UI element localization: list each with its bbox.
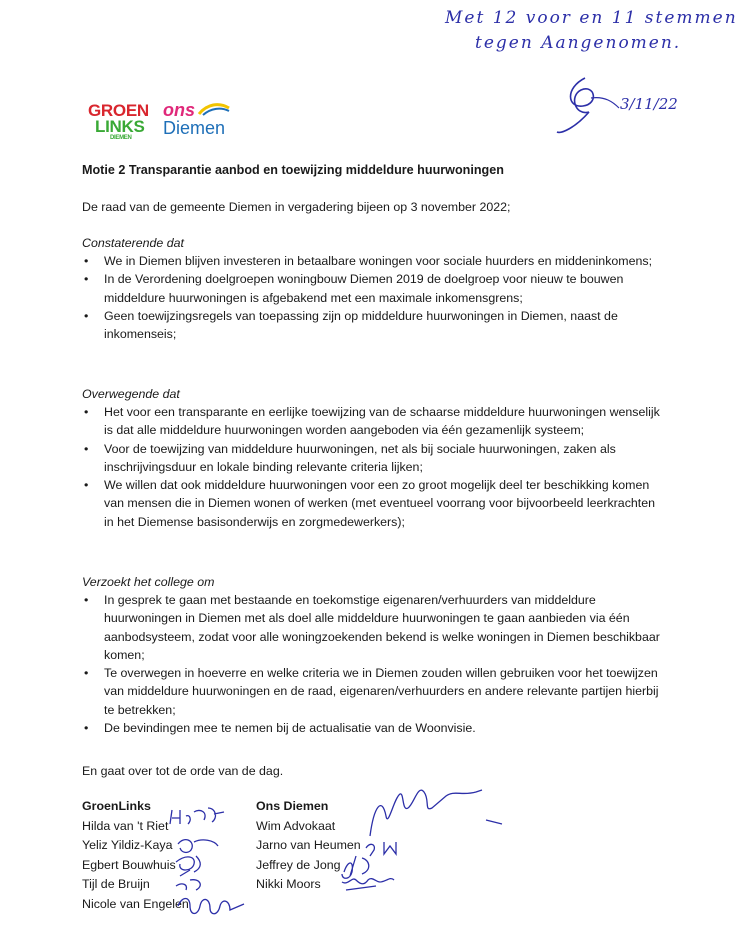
handwritten-date: 3/11/22 [620, 95, 678, 113]
groenlinks-logo-text: DIEMEN [110, 135, 132, 141]
motion-title: Motie 2 Transparantie aanbod en toewijzing middeldure huurwoningen [82, 163, 504, 177]
signatory-name: Egbert Bouwhuis [82, 857, 176, 872]
handwritten-note-line: tegen Aangenomen. [475, 33, 682, 53]
groenlinks-logo [88, 103, 149, 142]
groenlinks-signatories [82, 797, 189, 914]
signatory-name: Hilda van 't Riet [82, 818, 169, 833]
groenlinks-logo-text: LINKS [95, 117, 145, 136]
section-constaterende [82, 236, 662, 343]
closing-text: En gaat over tot de orde van de dag. [82, 764, 284, 778]
list-item: • In gesprek te gaan met bestaande en toekomstige eigenaren/verhuurders van middeldure huurwoningen in Diemen met als doel alle middeldure huurwoningen te gaan aanbieden via één aanbodsysteem, zodat voor alle woningzoekenden bekend is welke woningen in Diemen beschikbaar komen; [82, 591, 662, 664]
list-item: • Het voor een transparante en eerlijke toewijzing van de schaarse middeldure huurwoningen wenselijk is dat alle middeldure huurwoningen worden aangeboden via één gezamenlijk systeem; [82, 403, 662, 440]
list-item: • Geen toewijzingsregels van toepassing zijn op middeldure huurwoningen in Diemen, naast de inkomenseis; [82, 307, 662, 344]
list-item: • We willen dat ook middeldure huurwoningen voor een zo groot mogelijk deel ter beschikking komen van mensen die in Diemen wonen of werken (met eventueel voorrang voor bijvoorbeeld leerkrachten in het Diemense basisonderwijs en zorgmedewerkers); [82, 476, 662, 531]
list-item: • In de Verordening doelgroepen woningbouw Diemen 2019 de doelgroep voor nieuw te bouwen middeldure huurwoningen is afgebakend met een maximale inkomensgrens; [82, 270, 662, 307]
party-name: GroenLinks [82, 799, 151, 813]
signatory-name: Wim Advokaat [256, 818, 336, 833]
section-verzoekt [82, 575, 662, 737]
signatory-name: Jeffrey de Jong [256, 857, 341, 872]
handwritten-vote-note [445, 6, 738, 56]
ons-diemen-logo-diemen: Diemen [163, 118, 226, 138]
section-heading: Verzoekt het college om [82, 575, 215, 589]
handwritten-note-line: Met 12 voor en 11 stemmen [445, 8, 738, 28]
party-name: Ons Diemen [256, 799, 329, 813]
signatory-name: Nikki Moors [256, 877, 321, 891]
signatory-name: Yeliz Yildiz-Kaya [82, 838, 173, 852]
ons-diemen-logo-ons: ons [163, 100, 196, 120]
list-item: • Voor de toewijzing van middeldure huurwoningen, net als bij sociale huurwoningen, zaken als inschrijvingsduur en lokale binding relevante criteria lijken; [82, 440, 662, 477]
signature-jarno [366, 842, 396, 856]
signatory-name: Jarno van Heumen [256, 838, 361, 852]
onsdiemen-signatories [256, 797, 361, 895]
list-item: • We in Diemen blijven investeren in betaalbare woningen voor sociale huurders en middeninkomens; [82, 252, 662, 270]
signatory-name: Nicole van Engelen [82, 896, 189, 911]
list-item: • De bevindingen mee te nemen bij de actualisatie van de Woonvisie. [82, 719, 662, 737]
intro-text: De raad van de gemeente Diemen in vergadering bijeen op 3 november 2022; [82, 200, 511, 214]
signatory-name: Tijl de Bruijn [82, 877, 150, 891]
section-heading: Constaterende dat [82, 236, 184, 250]
section-heading: Overwegende dat [82, 387, 180, 401]
groenlinks-logo-text: GROEN [88, 101, 149, 120]
ons-diemen-logo [163, 101, 225, 137]
list-item: • Te overwegen in hoeverre en welke criteria we in Diemen zouden willen gebruiken voor het toewijzen van middeldure huurwoningen en de raad, eigenaren/verhuurders en andere relevante partijen hierbij te betrekken; [82, 664, 662, 719]
section-overwegende [82, 387, 662, 531]
signature-wim [370, 790, 502, 836]
swoosh-icon [197, 102, 231, 116]
